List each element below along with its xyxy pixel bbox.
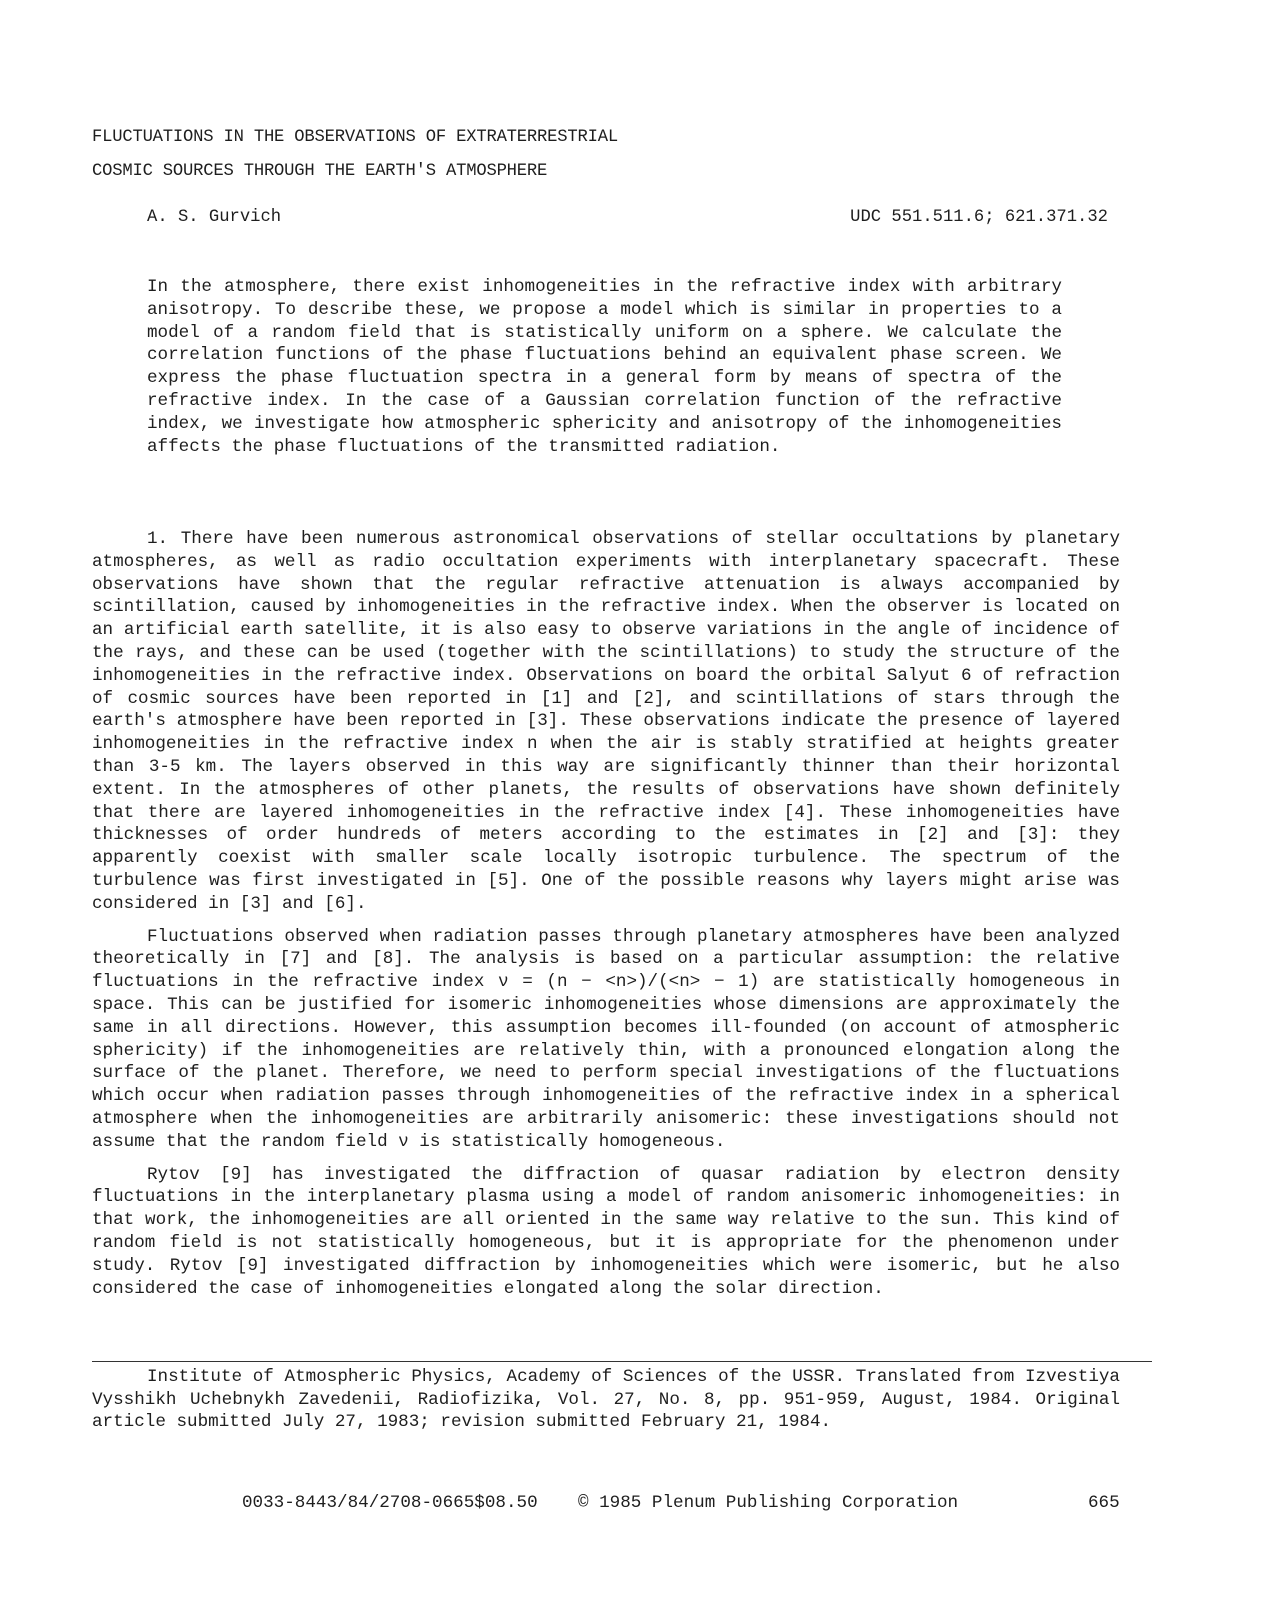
body-paragraph-2: Fluctuations observed when radiation passes through planetary atmospheres have been analyzed theoretically in [7] and [8]. The analysis is based on a particular assumption: the relative fluctuations in the refractive index ν = (n − <n>)/(<n> − 1) are statistically homogeneous in space. This can be justified for isomeric inhomogeneities whose dimensions are approximately the same in all directions. However, this assumption becomes ill-founded (on account of atmospheric sphericity) if the inhomogeneities are relatively thin, with a pronounced elongation along the surface of the planet. Therefore, we need to perform special investigations of the fluctuations which occur when radiation passes through inhomogeneities of the refractive index in a spherical atmosphere when the inhomogeneities are arbitrarily anisomeric: these investigations should not assume that the random field ν is statistically homogeneous. (92, 926, 1120, 1152)
footer-article-code: 0033-8443/84/2708-0665$08.50 (242, 1493, 538, 1513)
footnote (92, 1366, 1120, 1434)
title-line-2: COSMIC SOURCES THROUGH THE EARTH'S ATMOSPHERE (92, 162, 548, 181)
author: A. S. Gurvich (147, 208, 282, 227)
body-text (92, 528, 1120, 1310)
footer-copyright: © 1985 Plenum Publishing Corporation (578, 1493, 959, 1513)
udc-code: UDC 551.511.6; 621.371.32 (850, 208, 1108, 227)
body-paragraph-3: Rytov [9] has investigated the diffraction of quasar radiation by electron density fluctuations in the interplanetary plasma using a model of random anisomeric inhomogeneities: in that work, the inhomogeneities are all oriented in the same way relative to the sun. This kind of random field is not statistically homogeneous, but it is appropriate for the phenomenon under study. Rytov [9] investigated diffraction by inhomogeneities which were isomeric, but he also considered the case of inhomogeneities elongated along the solar direction. (92, 1164, 1120, 1299)
title-line-1: FLUCTUATIONS IN THE OBSERVATIONS OF EXTRATERRESTRIAL (92, 128, 618, 147)
abstract: In the atmosphere, there exist inhomogeneities in the refractive index with arbitrary anisotropy. To describe these, we propose a model which is similar in properties to a model of a random field that is statistically uniform on a sphere. We calculate the correlation functions of the phase fluctuations behind an equivalent phase screen. We express the phase fluctuation spectra in a general form by means of spectra of the refractive index. In the case of a Gaussian correlation function of the refractive index, we investigate how atmospheric sphericity and anisotropy of the inhomogeneities affects the phase fluctuations of the transmitted radiation. (147, 277, 1062, 457)
footnote-text: Institute of Atmospheric Physics, Academy of Sciences of the USSR. Translated from Izvestiya Vysshikh Uchebnykh Zavedenii, Radiofizika, Vol. 27, No. 8, pp. 951-959, August, 1984. Original article submitted July 27, 1983; revision submitted February 21, 1984. (92, 1367, 1120, 1433)
footnote-divider (92, 1361, 1152, 1362)
page-number: 665 (1088, 1493, 1120, 1513)
body-paragraph-1: 1. There have been numerous astronomical observations of stellar occultations by planetary atmospheres, as well as radio occultation experiments with interplanetary spacecraft. These observations have shown that the regular refractive attenuation is always accompanied by scintillation, caused by inhomogeneities in the refractive index. When the observer is located on an artificial earth satellite, it is also easy to observe variations in the angle of incidence of the rays, and these can be used (together with the scintillations) to study the structure of the inhomogeneities in the refractive index. Observations on board the orbital Salyut 6 of refraction of cosmic sources have been reported in [1] and [2], and scintillations of stars through the earth's atmosphere have been reported in [3]. These observations indicate the presence of layered inhomogeneities in the refractive index n when the air is stably stratified at heights greater than 3-5 km. The layers observed in this way are significantly thinner than their horizontal extent. In the atmospheres of other planets, the results of observations have shown definitely that there are layered inhomogeneities in the refractive index [4]. These inhomogeneities have thicknesses of order hundreds of meters according to the estimates in [2] and [3]: they apparently coexist with smaller scale locally isotropic turbulence. The spectrum of the turbulence was first investigated in [5]. One of the possible reasons why layers might arise was considered in [3] and [6]. (92, 529, 1120, 914)
